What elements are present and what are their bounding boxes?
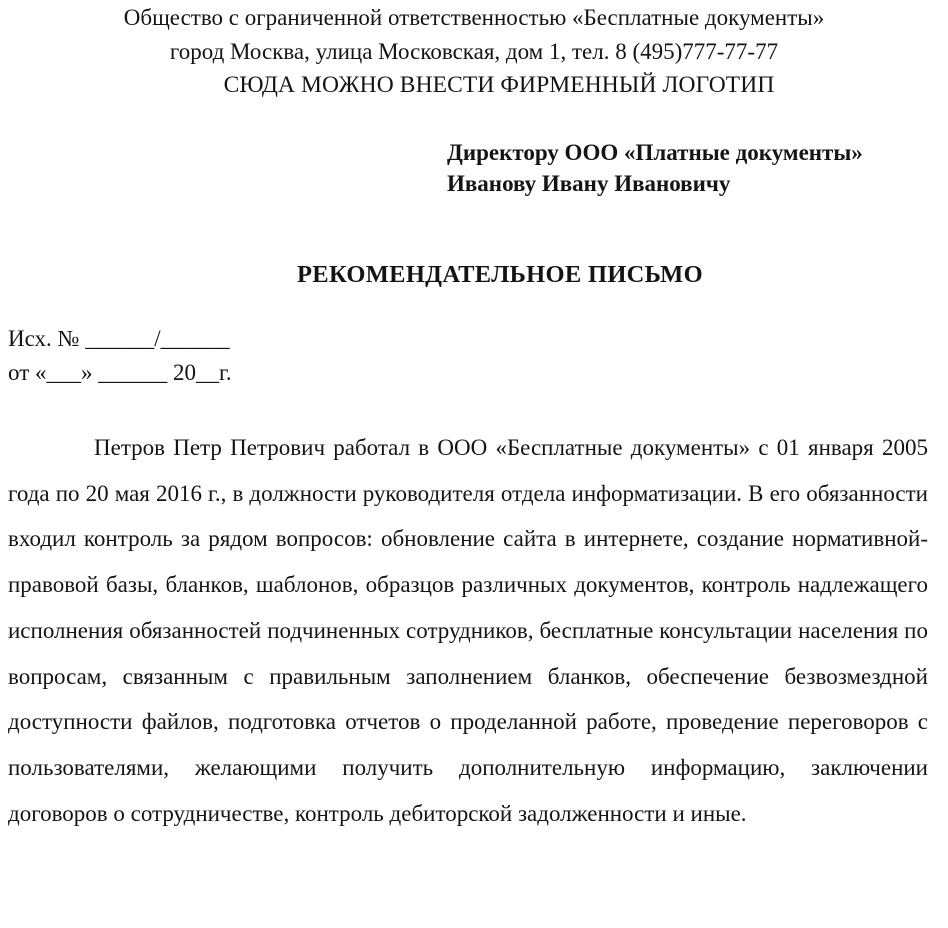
organization-address: город Москва, улица Московская, дом 1, тел. 8 (495)777-77-77 (169, 39, 779, 64)
organization-name: Общество с ограниченной ответственностью «Бесплатные документы» (123, 5, 825, 30)
document-title: РЕКОМЕНДАТЕЛЬНОЕ ПИСЬМО (297, 261, 703, 288)
addressee-name: Иванову Ивану Ивановичу (447, 171, 731, 196)
outgoing-number: Исх. № ______/______ (8, 326, 230, 351)
outgoing-date: от «___» ______ 20__г. (8, 360, 232, 385)
addressee-position: Директору ООО «Платные документы» (447, 140, 863, 165)
letter-body-paragraph: Петров Петр Петрович работал в ООО «Бесплатные документы» с 01 января 2005 года по 20 мая 2016 г., в должности руководителя отдела информатизации. В его обязанности входил контроль за рядом вопросов: обновление сайта в интернете, создание нормативной-правовой базы, бланков, шаблонов, образцов различных документов, контроль надлежащего исполнения обязанностей подчиненных сотрудников, бесплатные консультации населения по вопросам, связанным с правильным заполнением бланков, обеспечение безвозмездной доступности файлов, подготовка отчетов о проделанной работе, проведение переговоров с пользователями, желающими получить дополнительную информацию, заключении договоров о сотрудничестве, контроль дебиторской задолженности и иные. (8, 435, 928, 826)
logo-placeholder-note: СЮДА МОЖНО ВНЕСТИ ФИРМЕННЫЙ ЛОГОТИП (223, 72, 775, 98)
